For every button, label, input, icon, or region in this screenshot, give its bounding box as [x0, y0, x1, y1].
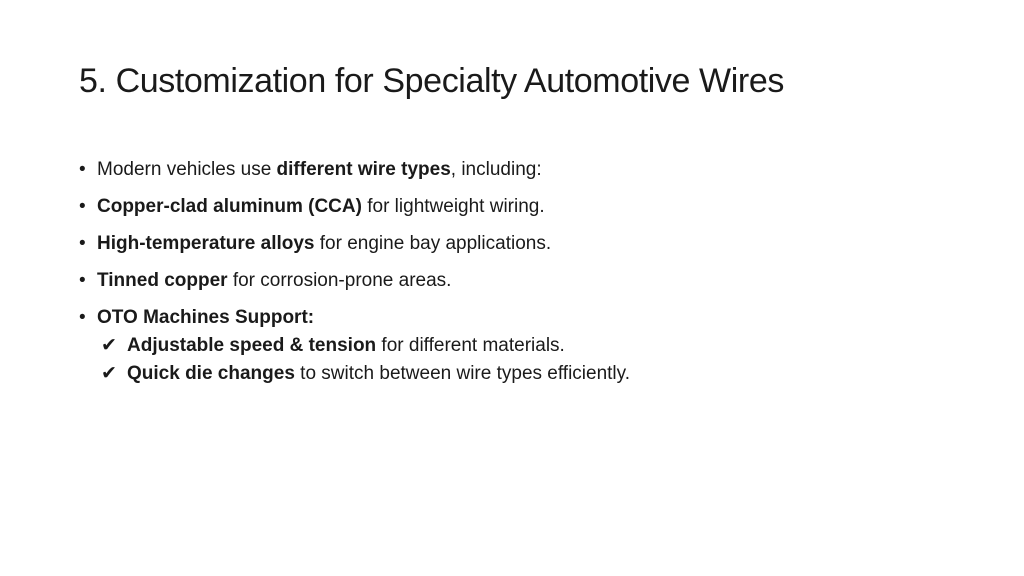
bullet-item-tinned-copper [79, 267, 979, 295]
slide-title: 5. Customization for Specialty Automotive Wires [79, 62, 784, 100]
bullet-dot-icon: • [79, 233, 86, 254]
checkmark-icon: ✔ [101, 363, 117, 384]
bullet-text-suffix: for engine bay applications. [314, 233, 552, 254]
sub-item-bold-text: Adjustable speed & tension [127, 335, 377, 356]
bullet-dot-icon: • [79, 307, 86, 328]
bullet-bold-text: Copper-clad aluminum (CCA) [97, 196, 362, 217]
bullet-bold-text: OTO Machines Support: [97, 307, 315, 328]
bullet-list [79, 156, 979, 397]
sub-item-text: for different materials. [376, 335, 565, 356]
bullet-bold-text: High-temperature alloys [97, 233, 315, 254]
bullet-item-high-temp [79, 230, 979, 258]
bullet-text-suffix: for corrosion-prone areas. [227, 270, 452, 291]
bullet-bold-text: different wire types [276, 159, 451, 180]
sub-item-die-changes [97, 360, 979, 388]
bullet-dot-icon: • [79, 196, 86, 217]
bullet-text-suffix: , including: [450, 159, 542, 180]
bullet-item-oto-support [79, 304, 979, 388]
sub-item-bold-text: Quick die changes [127, 363, 295, 384]
sub-item-text: to switch between wire types efficiently. [294, 363, 631, 384]
bullet-dot-icon: • [79, 159, 86, 180]
bullet-item-wire-types [79, 156, 979, 184]
bullet-text-prefix: Modern vehicles use [97, 159, 277, 180]
bullet-text-suffix: for lightweight wiring. [361, 196, 545, 217]
bullet-dot-icon: • [79, 270, 86, 291]
bullet-item-cca [79, 193, 979, 221]
checkmark-icon: ✔ [101, 335, 117, 356]
bullet-bold-text: Tinned copper [97, 270, 228, 291]
sub-item-speed-tension [97, 332, 979, 360]
